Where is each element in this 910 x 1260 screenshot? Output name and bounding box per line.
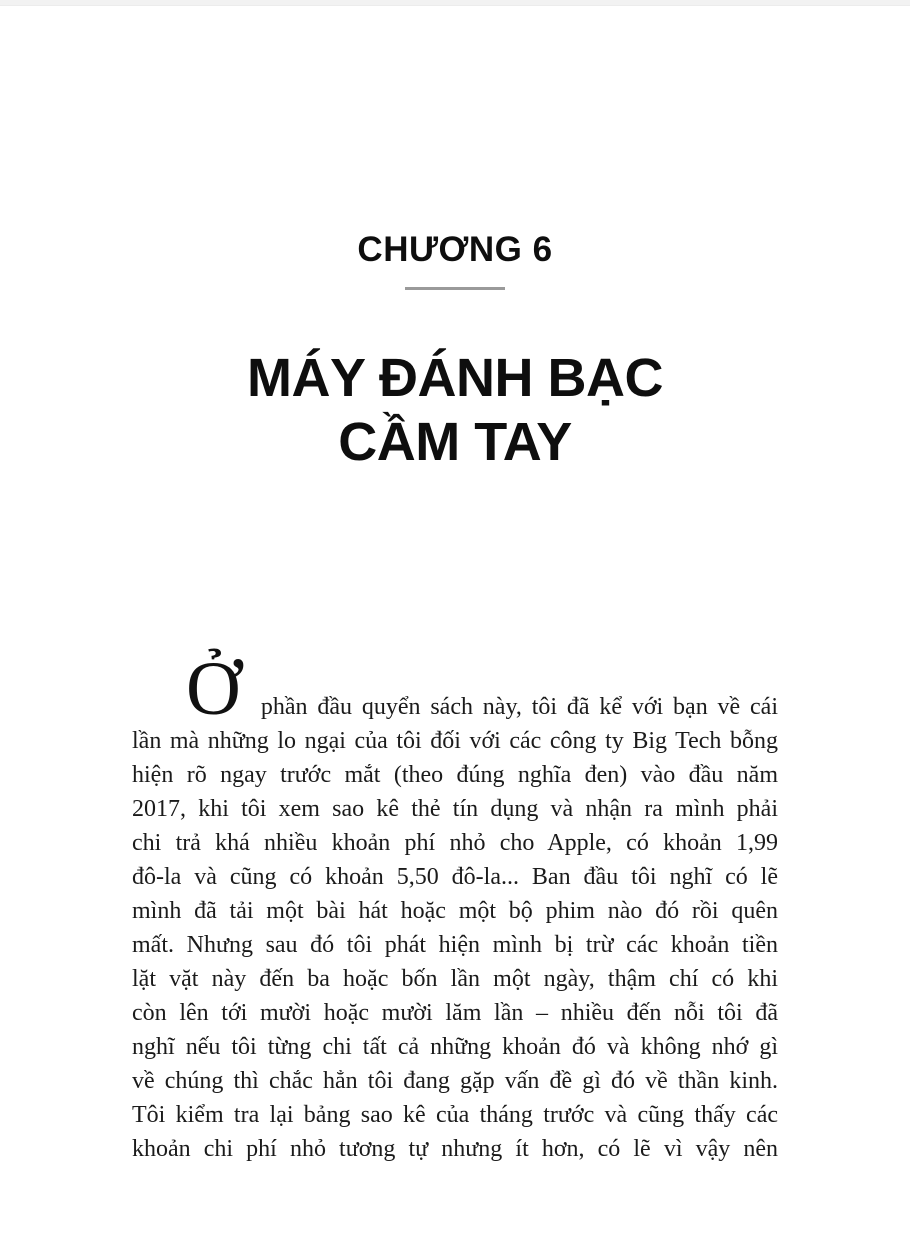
paragraph-line: 2017, khi tôi xem sao kê thẻ tín dụng và nhận ra mình phải [132, 796, 778, 822]
paragraph-line [132, 647, 778, 731]
paragraph-line: còn lên tới mười hoặc mười lăm lần – nhiều đến nỗi tôi đã [132, 1000, 778, 1026]
chapter-divider [405, 287, 505, 290]
chapter-label: CHƯƠNG 6 [357, 230, 553, 269]
chapter-title-line-2: CẦM TAY [338, 412, 572, 472]
drop-cap: Ở [186, 647, 241, 731]
paragraph-line: lần mà những lo ngại của tôi đối với các công ty Big Tech bỗng [132, 728, 778, 754]
body-paragraph [132, 647, 778, 1166]
chapter-title [0, 346, 910, 474]
paragraph-line: lặt vặt này đến ba hoặc bốn lần một ngày, thậm chí có khi [132, 966, 778, 992]
paragraph-line: nghĩ nếu tôi từng chi tất cả những khoản đó và không nhớ gì [132, 1034, 778, 1060]
paragraph-line: Tôi kiểm tra lại bảng sao kê của tháng trước và cũng thấy các [132, 1102, 778, 1128]
chapter-title-line-1: MÁY ĐÁNH BẠC [246, 348, 663, 408]
paragraph-line: đô-la và cũng có khoản 5,50 đô-la... Ban đầu tôi nghĩ có lẽ [132, 864, 778, 890]
top-edge-strip [0, 0, 910, 6]
paragraph-line: mất. Nhưng sau đó tôi phát hiện mình bị trừ các khoản tiền [132, 932, 778, 958]
paragraph-line: hiện rõ ngay trước mắt (theo đúng nghĩa đen) vào đầu năm [132, 762, 778, 788]
paragraph-line: về chúng thì chắc hẳn tôi đang gặp vấn đề gì đó về thần kinh. [132, 1068, 778, 1094]
paragraph-line: chi trả khá nhiều khoản phí nhỏ cho Apple, có khoản 1,99 [132, 830, 778, 856]
paragraph-line: mình đã tải một bài hát hoặc một bộ phim nào đó rồi quên [132, 898, 778, 924]
paragraph-line: khoản chi phí nhỏ tương tự nhưng ít hơn, có lẽ vì vậy nên [132, 1136, 778, 1162]
paragraph-line-text: phần đầu quyển sách này, tôi đã kể với bạn về cái [260, 694, 778, 720]
